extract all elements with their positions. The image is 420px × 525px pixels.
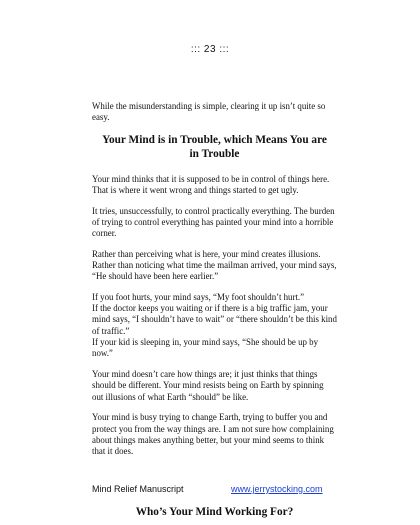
page-number: ::: 23 ::: — [190, 44, 230, 55]
example-line: If the doctor keeps you waiting or if there is a big traffic jam, your mind says, “I shouldn’t have to wait” or “there shouldn’t be this kind of traffic.” — [92, 303, 337, 336]
paragraph: It tries, unsuccessfully, to control practically everything. The burden of trying to control everything has painted your mind into a horrible corner. — [92, 205, 335, 239]
paragraph: Your mind thinks that it is supposed to be in control of things here. That is where it went wrong and things started to get ugly. — [92, 173, 330, 196]
section-heading: Your Mind is in Trouble, which Means You are in Trouble — [102, 133, 327, 160]
paragraph: Your mind doesn’t care how things are; it just thinks that things should be different. Your mind resists being on Earth by spinning out illusions of what Earth “should” be like. — [92, 369, 324, 402]
example-line: If you foot hurts, your mind says, “My foot shouldn’t hurt.” — [92, 292, 305, 303]
website-link[interactable]: www.jerrystocking.com — [231, 484, 323, 494]
examples-block — [92, 292, 337, 359]
example-line: If your kid is sleeping in, your mind says, “She should be up by now.” — [92, 336, 319, 359]
paragraph: Rather than perceiving what is here, your mind creates illusions. Rather than noticing what time the mailman arrived, your mind says, “He should have been here earlier.” — [92, 248, 337, 282]
section-heading: Who’s Your Mind Working For? — [135, 506, 294, 518]
paragraph: Your mind is busy trying to change Earth, trying to buffer you and protect you from the way things are. I am not sure how complaining about things makes anything better, but your mind seems to think that it does. — [92, 412, 334, 456]
footer-title: Mind Relief Manuscript — [92, 484, 184, 494]
intro-paragraph: While the misunderstanding is simple, clearing it up isn’t quite so easy. — [92, 101, 326, 123]
